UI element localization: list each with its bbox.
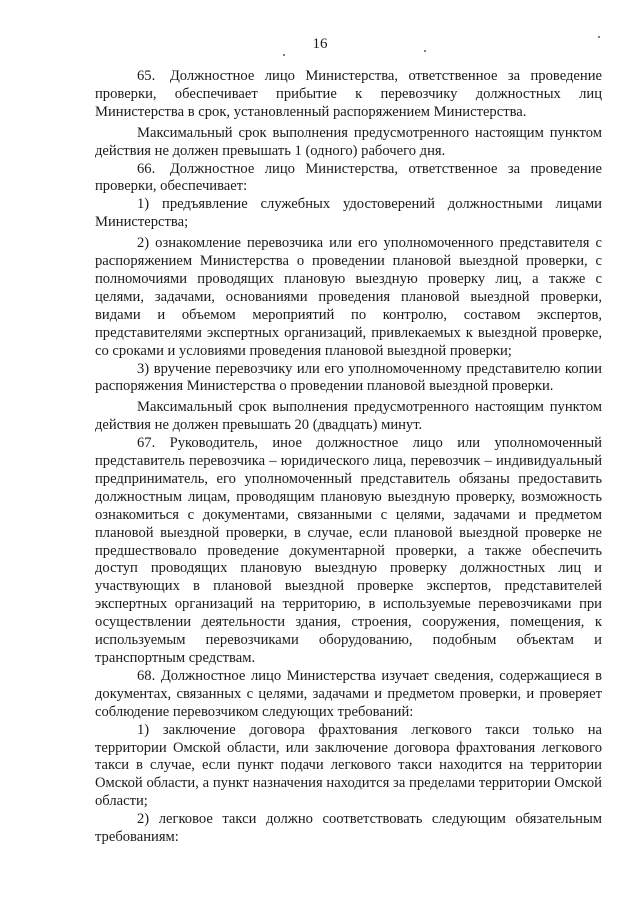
paragraph-66-item-2: 2) ознакомление перевозчика или его уполномоченного представителя с распоряжением Министерства о проведении плановой выездной проверки, с полномочиями проводящих плановую выездную проверку лиц, а также с целями, задачами, основаниями проведения плановой выездной проверки, видами и объемом мероприятий по контролю, составом экспертов, представителями экспертных организаций, привлекаемых к выездной проверке, со сроками и условиями проведения плановой выездной проверки; <box>95 235 602 359</box>
paragraph-68-item-2: 2) легковое такси должно соответствовать следующим обязательным требованиям: <box>95 811 602 846</box>
scan-speck <box>283 54 285 56</box>
paragraph-67: 67. Руководитель, иное должностное лицо или уполномоченный представитель перевозчика – юридического лица, перевозчик – индивидуальный предприниматель, его уполномоченный представитель обязаны предоставить должностным лицам, проводящим плановую выездную проверку, возможность ознакомиться с документами, связанными с целями, задачами и предметом плановой выездной проверки, в случае, если плановой выездной проверке не предшествовало проведение документарной проверки, а также обеспечить доступ проводящих плановую выездную проверку должностных лиц и участвующих в плановой выездной проверке экспертов, представителей экспертных организаций на территорию, в используемые перевозчиками при осуществлении деятельности здания, строения, сооружения, помещения, к используемым перевозчиками оборудованию, подобным объектам и транспортным средствам. <box>95 435 602 666</box>
paragraph-65: 65. Должностное лицо Министерства, ответственное за проведение проверки, обеспечивает прибытие к перевозчику должностных лиц Министерства в срок, установленный распоряжением Министерства. <box>95 68 602 120</box>
paragraph-66-term: Максимальный срок выполнения предусмотренного настоящим пунктом действия не должен превышать 20 (двадцать) минут. <box>95 399 602 434</box>
paragraph-66: 66. Должностное лицо Министерства, ответственное за проведение проверки, обеспечивает: <box>95 160 602 195</box>
document-body <box>95 68 602 847</box>
page-number: 16 <box>312 36 328 52</box>
paragraph-66-item-1: 1) предъявление служебных удостоверений должностными лицами Министерства; <box>95 196 602 231</box>
paragraph-68-item-1: 1) заключение договора фрахтования легкового такси только на территории Омской области, или заключение договора фрахтования легкового такси в случае, если пункт подачи легкового такси находится на территории Омской области, а пункт назначения находится за пределами территории Омской области; <box>95 721 602 810</box>
paragraph-65-term: Максимальный срок выполнения предусмотренного настоящим пунктом действия не должен превышать 1 (одного) рабочего дня. <box>95 124 602 159</box>
scan-speck <box>424 50 426 52</box>
paragraph-66-item-3: 3) вручение перевозчику или его уполномоченному представителю копии распоряжения Министерства о проведении плановой выездной проверки. <box>95 360 602 395</box>
scan-speck <box>598 36 600 38</box>
paragraph-68: 68. Должностное лицо Министерства изучает сведения, содержащиеся в документах, связанных с целями, задачами и предметом проверки, и проверяет соблюдение перевозчиком следующих требований: <box>95 667 602 720</box>
